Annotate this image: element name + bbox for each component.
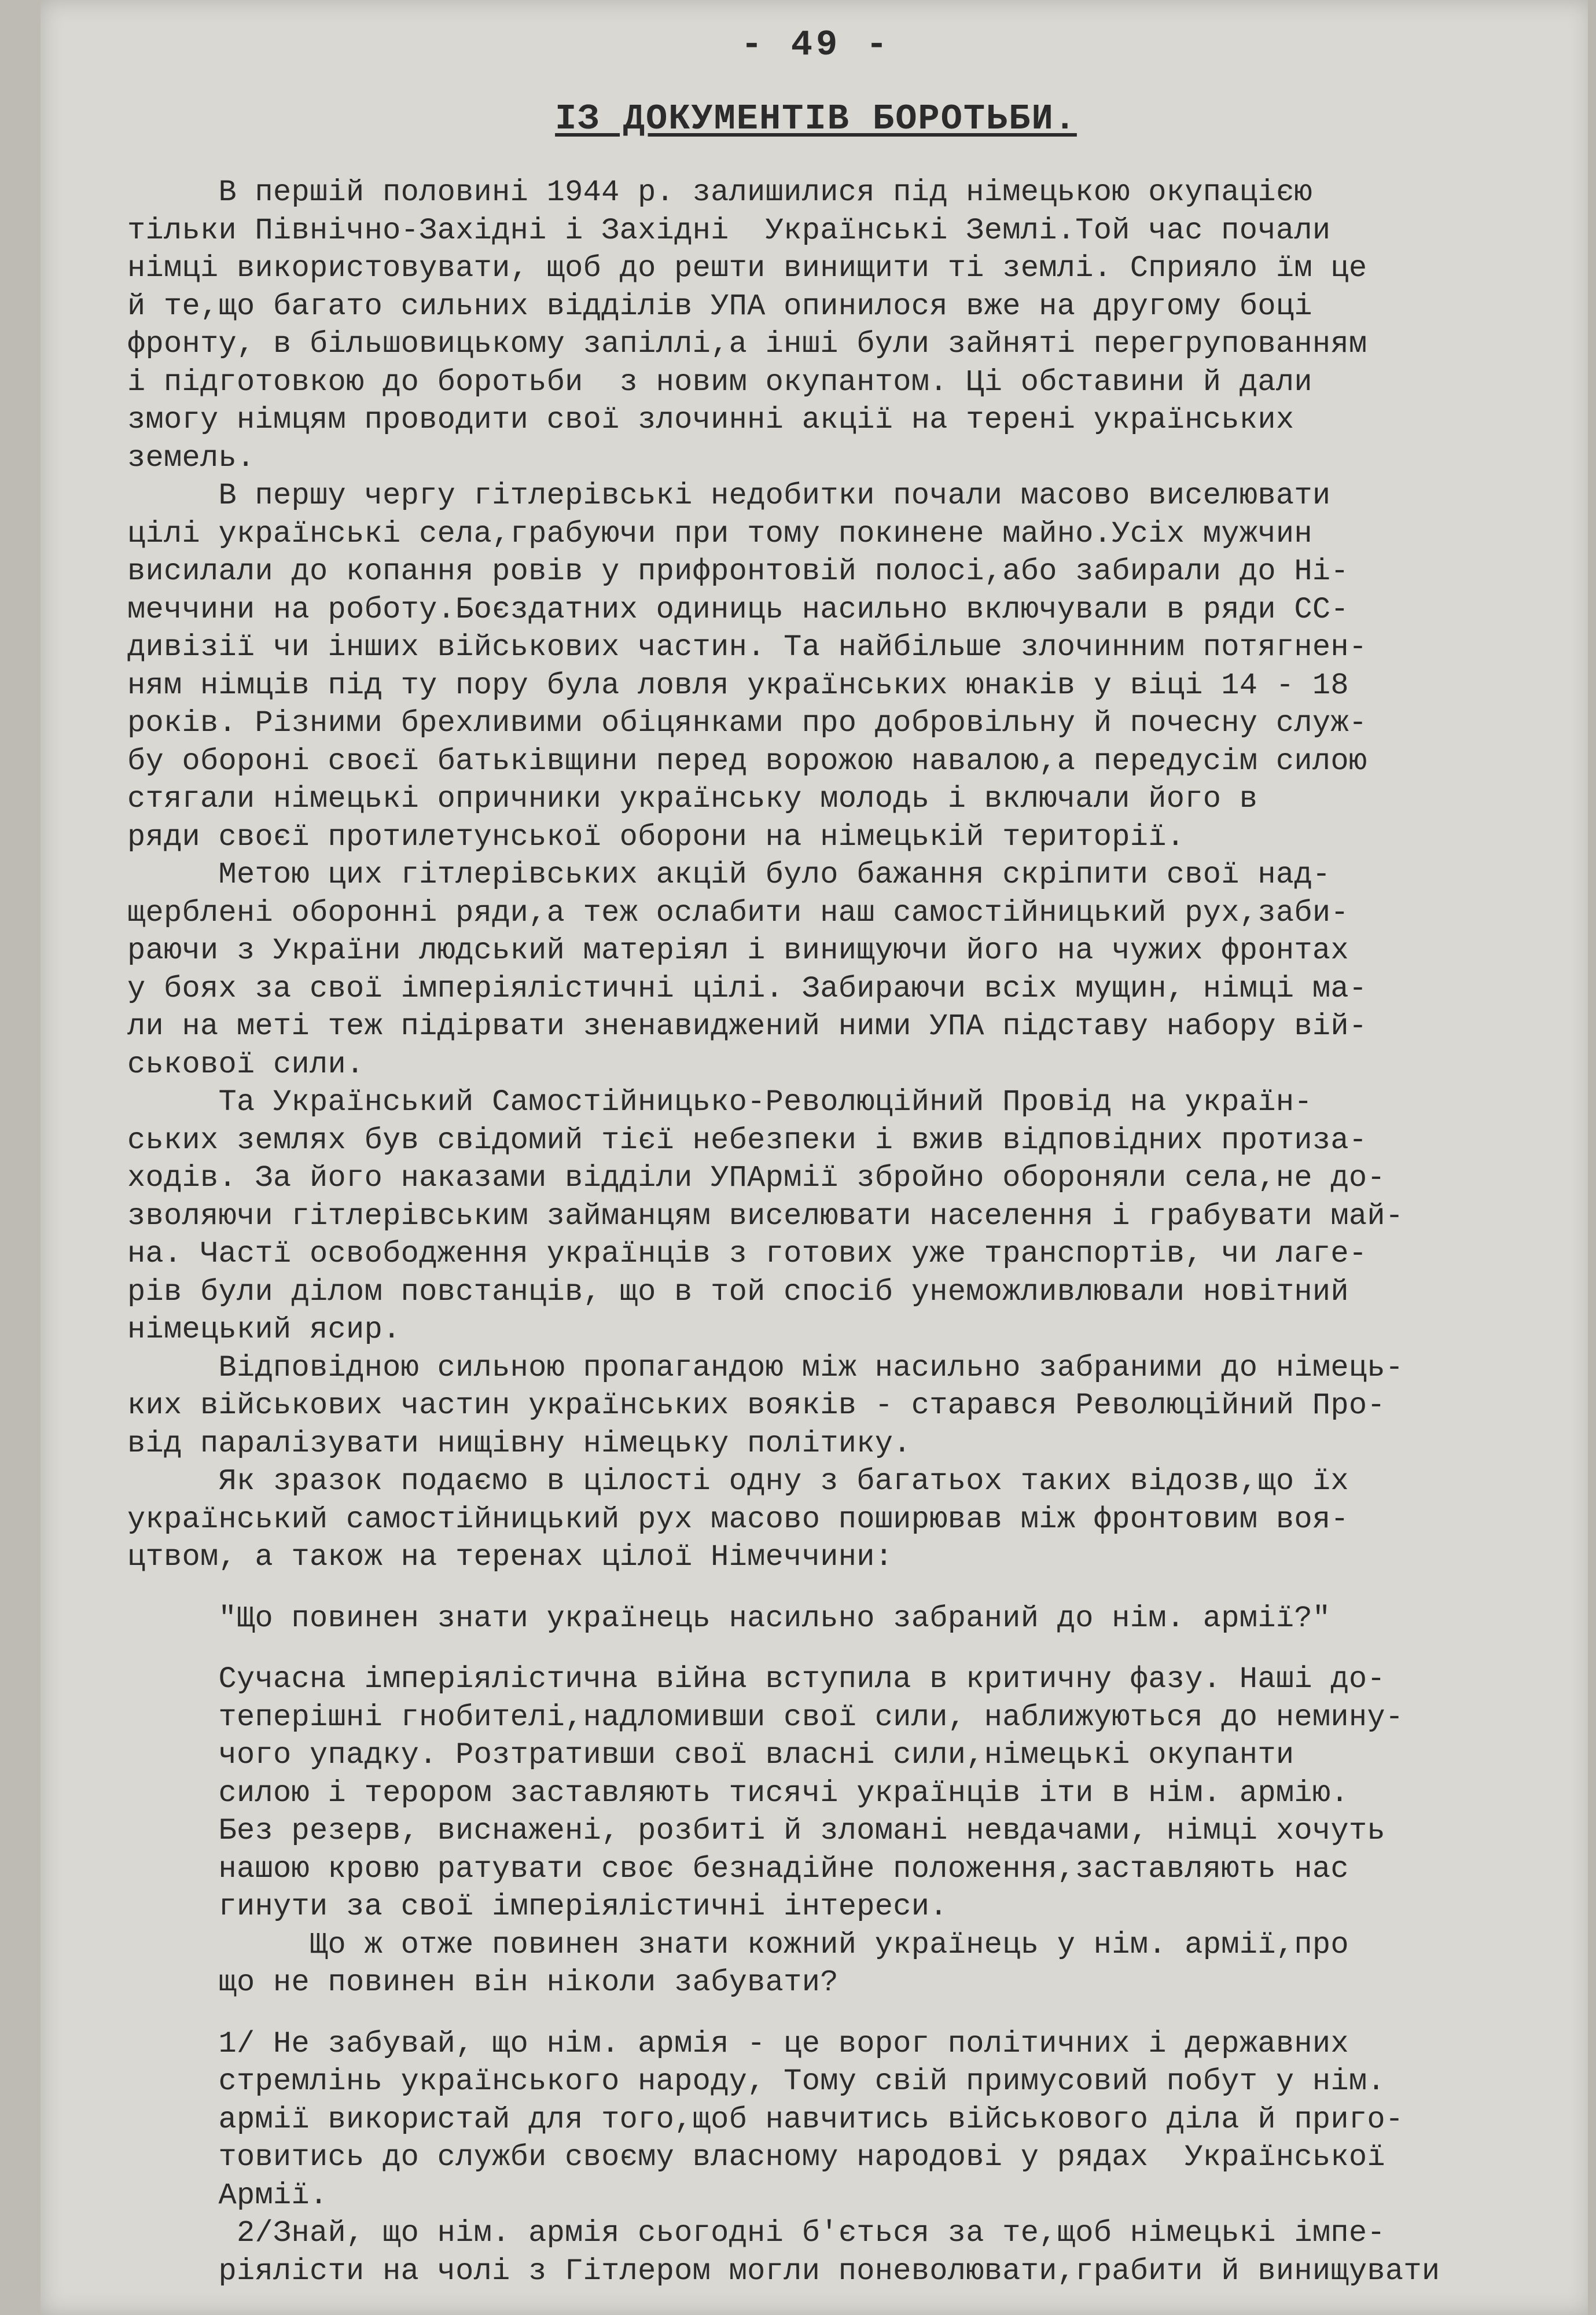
text-line: Армії. xyxy=(127,2178,328,2213)
scan-left-edge xyxy=(0,0,41,2315)
text-line: років. Різними брехливими обіцянками про добровільну й почесну служ- xyxy=(127,706,1367,740)
text-line: ськової сили. xyxy=(127,1047,365,1082)
text-line: Сучасна імперіялістична війна вступила в критичну фазу. Наші до- xyxy=(127,1662,1385,1696)
blank-line xyxy=(127,2002,1539,2025)
text-line: Як зразок подаємо в цілості одну з багатьох таких відозв,що їх xyxy=(127,1464,1349,1498)
text-line: раючи з України людський матеріял і винищуючи його на чужих фронтах xyxy=(127,934,1349,968)
text-line: В першу чергу гітлерівські недобитки почали масово виселювати xyxy=(127,479,1331,513)
text-line: Відповідною сильною пропагандою між насильно забраними до німець- xyxy=(127,1350,1404,1385)
text-line: ням німців під ту пору була ловля українських юнаків у віці 14 - 18 xyxy=(127,668,1349,703)
text-line: армії використай для того,щоб навчитись військового діла й приго- xyxy=(127,2102,1404,2137)
text-line: на. Частї освободження українців з готових уже транспортів, чи лаге- xyxy=(127,1237,1367,1271)
text-line: гинути за свої імперіялістичні інтереси. xyxy=(127,1890,948,1924)
text-line: у боях за свої імперіялістичні цілі. Забираючи всіх мущин, німці ма- xyxy=(127,971,1367,1006)
text-line: В першій половині 1944 р. залишилися під німецькою окупацією xyxy=(127,175,1312,210)
text-line: щерблені оборонні ряди,а теж ослабити наш самостійницький рух,заби- xyxy=(127,895,1349,930)
text-line: теперішні гнобителі,надломивши свої сили, наближуються до немину- xyxy=(127,1700,1404,1735)
text-line: земель. xyxy=(127,440,255,475)
scan-right-edge xyxy=(1588,0,1596,2315)
text-line: ряди своєї протилетунської оборони на німецькій території. xyxy=(127,820,1185,854)
text-line: нашою кровю ратувати своє безнадійне положення,заставляють нас xyxy=(127,1851,1349,1886)
text-line: Що ж отже повинен знати кожний українець у нім. армії,про xyxy=(127,1927,1349,1962)
text-line: "Що повинен знати українець насильно забраний до нім. армії?" xyxy=(127,1601,1331,1636)
document-heading: ІЗ ДОКУМЕНТІВ БОРОТЬБИ. xyxy=(555,98,1077,139)
text-line: зволяючи гітлерівським займанцям виселювати населення і грабувати май- xyxy=(127,1199,1404,1233)
text-line: Без резерв, виснажені, розбиті й зломані невдачами, німці хочуть xyxy=(127,1814,1385,1848)
document-body xyxy=(127,174,1539,2290)
text-line: тільки Північно-Західні і Західні Українські Землі.Той час почали xyxy=(127,213,1331,248)
text-line: товитись до служби своєму власному народові у рядах Української xyxy=(127,2140,1385,2174)
text-line: стягали німецькі опричники українську молодь і включали його в xyxy=(127,782,1258,816)
text-line: цілі українські села,грабуючи при тому покинене майно.Усіх мужчин xyxy=(127,516,1312,551)
text-line: рів були ділом повстанців, що в той спосіб унеможливлювали новітний xyxy=(127,1274,1349,1309)
text-line: Та Український Самостійницько-Революційний Провід на україн- xyxy=(127,1085,1312,1119)
text-line: дивізії чи інших військових частин. Та найбільше злочинним потягнен- xyxy=(127,630,1367,664)
text-line: німецький ясир. xyxy=(127,1313,401,1347)
text-line: від паралізувати нищівну німецьку політику. xyxy=(127,1426,911,1461)
text-line: 1/ Не забувай, що нім. армія - це ворог політичних і державних xyxy=(127,2026,1349,2061)
text-line: висилали до копання ровів у прифронтовій полосі,або забирали до Ні- xyxy=(127,554,1349,589)
text-line: і підготовкою до боротьби з новим окупантом. Ці обставини й дали xyxy=(127,365,1312,399)
text-line: ких військових частин українських вояків - старався Революційний Про- xyxy=(127,1388,1385,1423)
blank-line xyxy=(127,1637,1539,1660)
text-line: стремлінь українського народу, Тому свій примусовий побут у нім. xyxy=(127,2064,1385,2099)
text-line: ських землях був свідомий тієї небезпеки і вжив відповідних протиза- xyxy=(127,1123,1367,1158)
blank-line xyxy=(127,1577,1539,1600)
text-line: бу обороні своєї батьківщини перед ворожою навалою,а передусім силою xyxy=(127,744,1367,778)
text-line: чого упадку. Розтративши свої власні сили,німецькі окупанти xyxy=(127,1738,1295,1772)
text-line: меччини на роботу.Боєздатних одиниць насильно включували в ряди СС- xyxy=(127,592,1349,627)
text-line: силою і терором заставляють тисячі українців іти в нім. армію. xyxy=(127,1776,1349,1810)
text-line: ходів. За його наказами відділи УПАрмії збройно обороняли села,не до- xyxy=(127,1161,1385,1195)
text-line: змогу німцям проводити свої злочинні акції на терені українських xyxy=(127,403,1295,437)
document-page xyxy=(41,0,1591,2315)
text-line: ли на меті теж підірвати зненавиджений ними УПА підставу набору вій- xyxy=(127,1009,1367,1043)
text-line: німці використовувати, щоб до решти винищити ті землі. Сприяло їм це xyxy=(127,251,1367,285)
text-line: й те,що багато сильних відділів УПА опинилося вже на другому боці xyxy=(127,289,1312,324)
text-line: український самостійницький рух масово поширював між фронтовим воя- xyxy=(127,1502,1349,1537)
page-number: - 49 - xyxy=(741,24,891,65)
text-line: цтвом, а також на теренах цілої Німеччини: xyxy=(127,1540,893,1574)
text-line: ріялісти на чолі з Гітлером могли поневолювати,грабити й винищувати xyxy=(127,2254,1440,2288)
text-line: що не повинен він ніколи забувати? xyxy=(127,1965,839,2000)
text-line: Метою цих гітлерівських акцій було бажання скріпити свої над- xyxy=(127,858,1331,892)
text-line: 2/Знай, що нім. армія сьогодні б'ється за те,щоб німецькі імпе- xyxy=(127,2216,1385,2250)
text-line: фронту, в більшовицькому запіллі,а інші були зайняті перегрупованням xyxy=(127,327,1367,361)
